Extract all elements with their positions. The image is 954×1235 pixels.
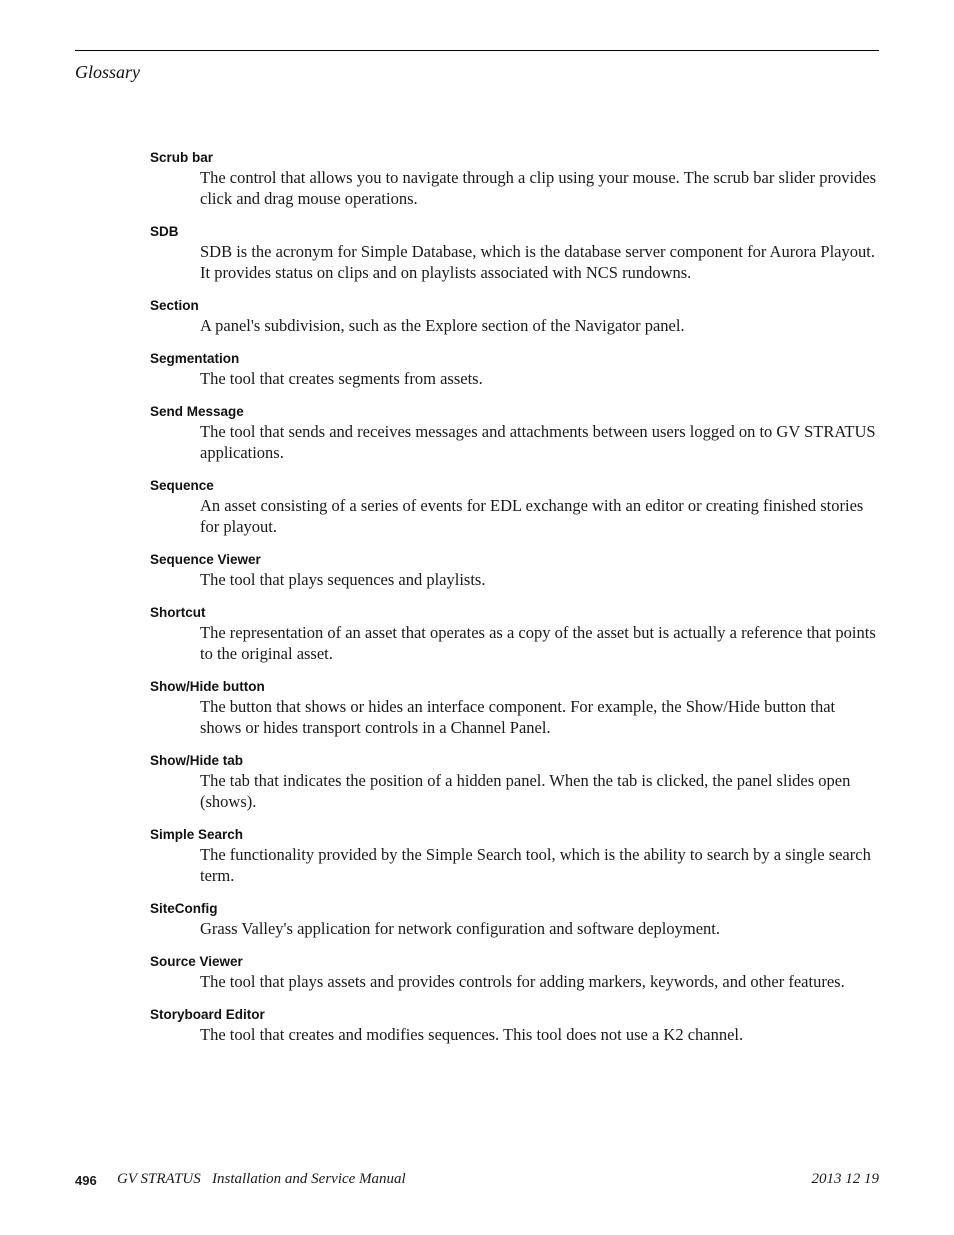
publication-date: 2013 12 19 [811,1171,879,1187]
glossary-entry [150,604,879,664]
glossary-entry [150,826,879,886]
glossary-entry [150,403,879,463]
page-number: 496 [75,1173,97,1188]
glossary-entry [150,551,879,590]
glossary-entry [150,297,879,336]
glossary-term: Segmentation [150,351,240,366]
glossary-term: Show/Hide button [150,679,265,694]
glossary-entry [150,149,879,209]
glossary-term: SiteConfig [150,901,218,916]
glossary-entry [150,477,879,537]
glossary-definition: The tool that sends and receives messages and attachments between users logged on to GV STRATUS applications. [200,422,876,462]
manual-title: GV STRATUS Installation and Service Manual [117,1171,406,1187]
glossary-list [150,149,879,1059]
page-footer [75,1171,879,1191]
glossary-definition: The tab that indicates the position of a hidden panel. When the tab is clicked, the panel slides open (shows). [200,771,851,811]
glossary-term: Storyboard Editor [150,1007,265,1022]
glossary-definition: The tool that plays assets and provides controls for adding markers, keywords, and other features. [200,972,845,991]
glossary-definition: Grass Valley's application for network configuration and software deployment. [200,919,720,938]
glossary-entry [150,953,879,992]
glossary-term: Sequence [150,478,214,493]
glossary-entry [150,900,879,939]
glossary-definition: The tool that plays sequences and playlists. [200,570,486,589]
glossary-term: SDB [150,224,179,239]
glossary-term: Simple Search [150,827,244,842]
glossary-term: Send Message [150,404,244,419]
glossary-definition: SDB is the acronym for Simple Database, which is the database server component for Aurora Playout. It provides status on clips and on playlists associated with NCS rundowns. [200,242,875,282]
glossary-term: Scrub bar [150,150,214,165]
glossary-entry [150,678,879,738]
glossary-definition: An asset consisting of a series of events for EDL exchange with an editor or creating finished stories for playout. [200,496,864,536]
glossary-definition: A panel's subdivision, such as the Explore section of the Navigator panel. [200,316,685,335]
glossary-definition: The control that allows you to navigate through a clip using your mouse. The scrub bar slider provides click and drag mouse operations. [200,168,877,208]
header-rule [75,50,879,51]
glossary-term: Section [150,298,199,313]
glossary-term: Source Viewer [150,954,243,969]
glossary-definition: The button that shows or hides an interface component. For example, the Show/Hide button that shows or hides transport controls in a Channel Panel. [200,697,836,737]
glossary-term: Shortcut [150,605,206,620]
glossary-entry [150,350,879,389]
section-title: Glossary [75,62,141,82]
glossary-definition: The tool that creates and modifies sequences. This tool does not use a K2 channel. [200,1025,744,1044]
glossary-term: Sequence Viewer [150,552,261,567]
glossary-entry [150,223,879,283]
glossary-term: Show/Hide tab [150,753,244,768]
glossary-definition: The tool that creates segments from assets. [200,369,483,388]
glossary-entry [150,1006,879,1045]
glossary-definition: The representation of an asset that operates as a copy of the asset but is actually a reference that points to the original asset. [200,623,876,663]
glossary-definition: The functionality provided by the Simple Search tool, which is the ability to search by a single search term. [200,845,871,885]
glossary-entry [150,752,879,812]
